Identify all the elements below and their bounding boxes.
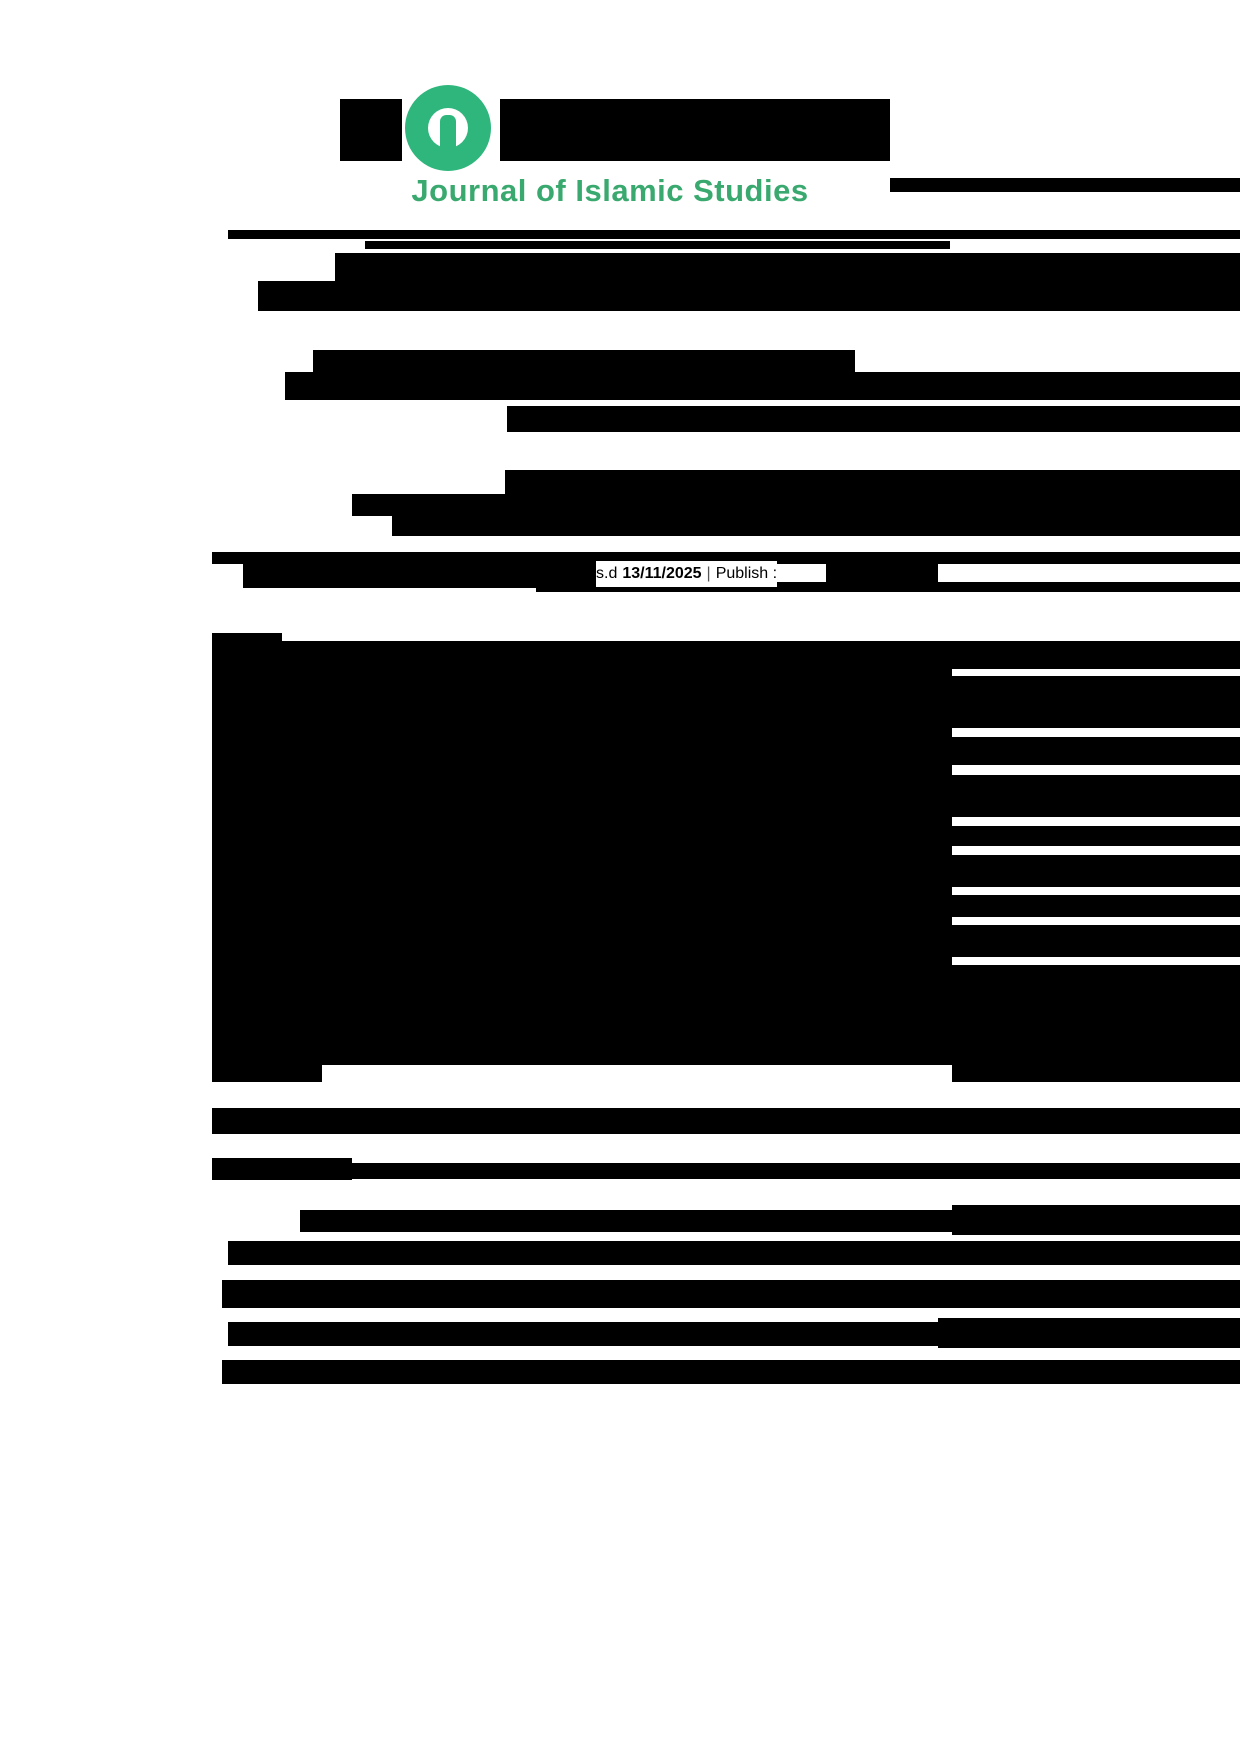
title-line-2 xyxy=(258,281,1240,311)
abstract-right-line-6 xyxy=(952,855,1240,887)
email-line-3 xyxy=(392,512,1240,536)
masthead-right-redaction xyxy=(500,99,890,161)
abstract-right-line-1 xyxy=(952,641,1240,669)
masthead-left-redaction xyxy=(340,99,402,161)
publish-label: Publish : xyxy=(715,565,778,582)
abstract-right-line-9 xyxy=(952,965,1240,1065)
authors-line-2b xyxy=(885,372,1240,400)
abstract-block-main xyxy=(212,641,952,1065)
journal-title: Journal of Islamic Studies xyxy=(411,173,809,208)
received-label: s.d xyxy=(596,565,618,582)
body-line-3b xyxy=(952,1280,1240,1308)
body-line-2 xyxy=(228,1241,952,1265)
abstract-right-line-2 xyxy=(952,676,1240,728)
body-line-4 xyxy=(228,1322,938,1346)
abstract-right-line-10 xyxy=(952,1060,1240,1082)
title-strike-redaction-right xyxy=(228,230,1240,239)
abstract-right-line-4 xyxy=(952,775,1240,817)
section-heading-rule xyxy=(352,1163,1240,1179)
status-badge xyxy=(596,561,777,587)
keywords-line xyxy=(212,1108,1240,1134)
body-line-2b xyxy=(952,1241,1240,1265)
title-strike-redaction-left xyxy=(890,178,1240,192)
body-line-4b xyxy=(938,1318,1240,1348)
header-rule-1 xyxy=(365,241,950,249)
body-line-5 xyxy=(222,1360,952,1384)
status-separator: | xyxy=(706,565,711,582)
body-line-5b xyxy=(952,1360,1240,1384)
abstract-right-line-3 xyxy=(952,737,1240,765)
abstract-right-line-7 xyxy=(952,895,1240,917)
affiliation-line-1 xyxy=(507,406,1240,432)
email-line-1 xyxy=(505,470,1240,494)
received-date: 13/11/2025 xyxy=(622,565,702,582)
body-line-1b xyxy=(952,1205,1240,1235)
journal-drop-logo-icon xyxy=(405,85,491,171)
abstract-right-line-8 xyxy=(952,925,1240,957)
authors-line-1 xyxy=(313,350,855,372)
section-heading-introduction xyxy=(212,1158,352,1180)
abstract-block-tail xyxy=(212,1060,322,1082)
body-line-1 xyxy=(300,1210,952,1232)
journal-masthead xyxy=(330,85,890,215)
abstract-right-line-5 xyxy=(952,826,1240,846)
authors-line-2 xyxy=(285,372,885,400)
body-line-3 xyxy=(222,1280,952,1308)
